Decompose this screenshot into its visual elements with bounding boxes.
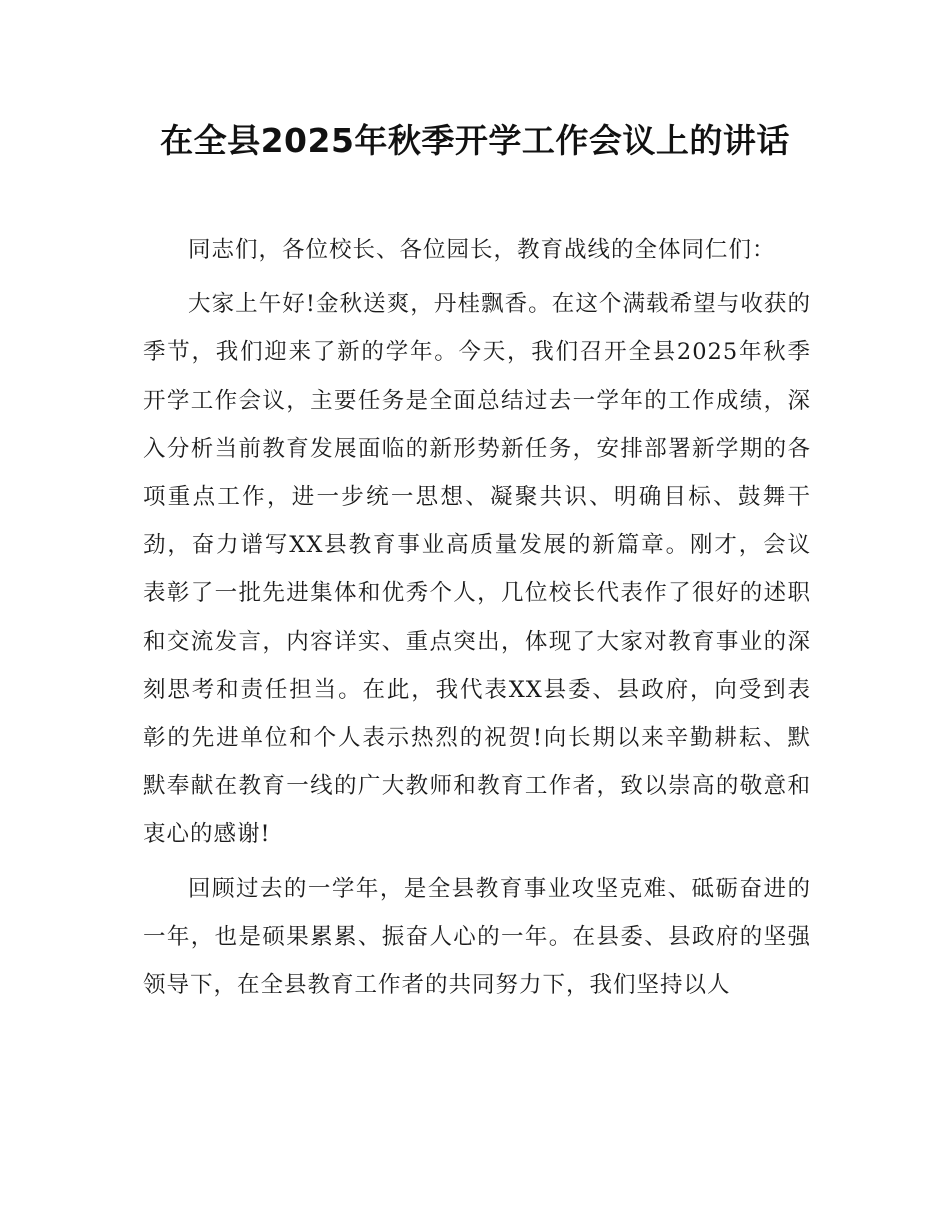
paragraph-greeting: 同志们，各位校长、各位园长，教育战线的全体同仁们： <box>188 237 776 263</box>
paragraph-opening: 大家上午好!金秋送爽，丹桂飘香。在这个满载希望与收获的季节，我们迎来了新的学年。今天，我们召开全县2025年秋季开学工作会议，主要任务是全面总结过去一学年的工作成绩，深入分析当前教育发展面临的新形势新任务，安排部署新学期的各项重点工作，进一步统一思想、凝聚共识、明确目标、鼓舞干劲，奋力谱写XX县教育事业高质量发展的新篇章。刚才，会议表彰了一批先进集体和优秀个人，几位校长代表作了很好的述职和交流发言，内容详实、重点突出，体现了大家对教育事业的深刻思考和责任担当。在此，我代表XX县委、县政府，向受到表彰的先进单位和个人表示热烈的祝贺!向长期以来辛勤耕耘、默默奉献在教育一线的广大教师和教育工作者，致以崇高的敬意和衷心的感谢! <box>143 291 811 848</box>
document-body <box>143 226 811 1015</box>
document-title: 在全县2025年秋季开学工作会议上的讲话 <box>160 121 790 160</box>
paragraph-review: 回顾过去的一学年，是全县教育事业攻坚克难、砥砺奋进的一年，也是硕果累累、振奋人心的一年。在县委、县政府的坚强领导下，在全县教育工作者的共同努力下，我们坚持以人 <box>143 875 811 999</box>
